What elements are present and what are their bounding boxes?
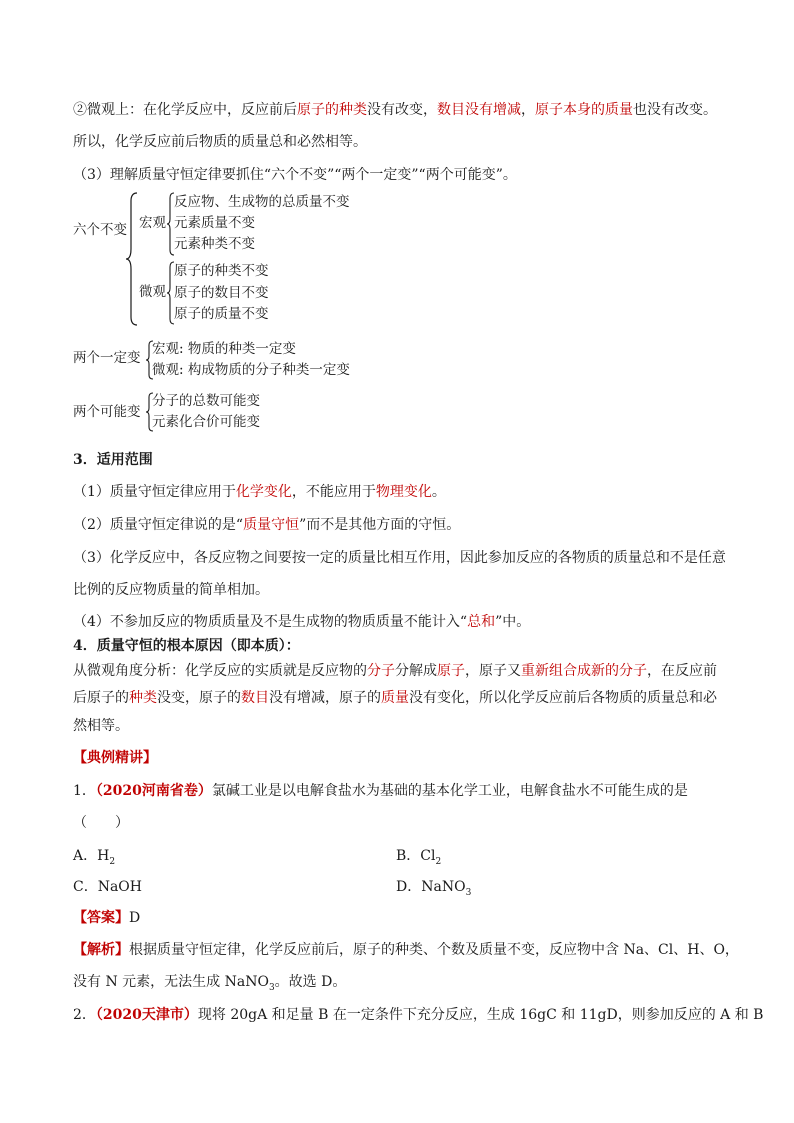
option-text: B．Cl bbox=[396, 848, 436, 864]
highlight: 种类 bbox=[129, 690, 157, 706]
text: ，在反应前 bbox=[647, 663, 717, 679]
text: 没有增减，原子的 bbox=[269, 690, 381, 706]
highlight: 原子的种类 bbox=[297, 102, 367, 118]
scope-item-2 bbox=[73, 515, 460, 535]
highlight: 质量 bbox=[381, 690, 409, 706]
subscript: 2 bbox=[109, 856, 116, 867]
macro-item-2: 元素质量不变 bbox=[174, 215, 255, 231]
text: ，不能应用于 bbox=[291, 484, 376, 500]
analysis-text: 。故选 D。 bbox=[274, 974, 347, 990]
root-heading: 4．质量守恒的根本原因（即本质）： bbox=[73, 638, 300, 654]
micro-label: 微观 bbox=[139, 284, 166, 300]
subscript: 3 bbox=[268, 982, 275, 993]
analysis-label: 【解析】 bbox=[73, 942, 129, 958]
highlight: 原子 bbox=[437, 663, 465, 679]
text: 没有改变， bbox=[367, 102, 437, 118]
text: （1）质量守恒定律应用于 bbox=[73, 484, 236, 500]
macro-item-1: 反应物、生成物的总质量不变 bbox=[174, 194, 350, 210]
text: ， bbox=[521, 102, 535, 118]
text: 。 bbox=[431, 484, 446, 500]
highlight: 总和 bbox=[467, 614, 496, 630]
question-text: 现将 20gA 和足量 B 在一定条件下充分反应，生成 16gC 和 11gD，则参加反应的 A 和 B bbox=[197, 1007, 764, 1023]
micro-item-1: 原子的种类不变 bbox=[174, 263, 269, 279]
micro-item-2: 原子的数目不变 bbox=[174, 285, 269, 301]
option-c bbox=[73, 877, 142, 897]
micro-view-line-2: 所以，化学反应前后物质的质量总和必然相等。 bbox=[73, 134, 367, 150]
answer-text: D bbox=[129, 910, 141, 926]
question-source: （2020河南省卷） bbox=[95, 783, 212, 799]
scope-item-3-line-2: 比例的反应物质量的简单相加。 bbox=[73, 582, 269, 598]
text: 从微观角度分析：化学反应的实质就是反应物的 bbox=[73, 663, 367, 679]
scope-heading: 3．适用范围 bbox=[73, 452, 153, 468]
highlight: 重新组合成新的分子 bbox=[521, 663, 647, 679]
text: （4）不参加反应的物质质量及不是生成物的物质质量不能计入“ bbox=[73, 614, 468, 630]
question-number: 2． bbox=[73, 1007, 96, 1023]
highlight: 分子 bbox=[367, 663, 395, 679]
two-possible-item-1: 分子的总数可能变 bbox=[152, 393, 260, 409]
option-b bbox=[396, 846, 441, 872]
question-number: 1． bbox=[73, 783, 96, 799]
highlight: 质量守恒 bbox=[243, 517, 300, 533]
option-text: C．NaOH bbox=[73, 879, 142, 895]
highlight: 化学变化 bbox=[235, 484, 292, 500]
two-possible-item-2: 元素化合价可能变 bbox=[152, 414, 260, 430]
text: ”而不是其他方面的守恒。 bbox=[299, 517, 461, 533]
question-2-stem bbox=[73, 1005, 763, 1025]
micro-item-3: 原子的质量不变 bbox=[174, 306, 269, 322]
two-possible-label: 两个可能变 bbox=[73, 404, 141, 420]
macro-label: 宏观 bbox=[139, 215, 166, 231]
scope-item-4 bbox=[73, 612, 530, 632]
answer bbox=[73, 908, 140, 928]
root-line-1 bbox=[73, 661, 717, 681]
scope-item-1 bbox=[73, 482, 446, 502]
point-3: （3）理解质量守恒定律要抓住“六个不变”“两个一定变”“两个可能变”。 bbox=[73, 167, 517, 183]
analysis-text: 没有 N 元素，无法生成 NaNO bbox=[73, 974, 269, 990]
text: （2）质量守恒定律说的是“ bbox=[73, 517, 244, 533]
two-certain-item-2: 微观: 构成物质的分子种类一定变 bbox=[152, 362, 350, 378]
subscript: 3 bbox=[465, 887, 472, 898]
option-text: D．NaNO bbox=[396, 879, 466, 895]
micro-view-line-1 bbox=[73, 100, 717, 120]
text: 分解成 bbox=[395, 663, 437, 679]
question-1-stem bbox=[73, 781, 688, 801]
option-d bbox=[396, 877, 471, 903]
analysis-line-2 bbox=[73, 972, 346, 998]
text: 没变，原子的 bbox=[157, 690, 241, 706]
root-line-3: 然相等。 bbox=[73, 718, 129, 734]
question-source: （2020天津市） bbox=[95, 1007, 198, 1023]
text: ”中。 bbox=[495, 614, 531, 630]
highlight: 数目没有增减 bbox=[437, 102, 521, 118]
examples-heading: 【典例精讲】 bbox=[73, 750, 157, 766]
highlight: 原子本身的质量 bbox=[535, 102, 633, 118]
text: 后原子的 bbox=[73, 690, 129, 706]
answer-label: 【答案】 bbox=[73, 910, 129, 926]
analysis-text: 根据质量守恒定律，化学反应前后，原子的种类、个数及质量不变，反应物中含 Na、Cl、H、O， bbox=[129, 942, 739, 958]
six-unchanged-label: 六个不变 bbox=[73, 222, 127, 238]
question-text: 氯碱工业是以电解食盐水为基础的基本化学工业，电解食盐水不可能生成的是 bbox=[211, 783, 688, 799]
two-certain-label: 两个一定变 bbox=[73, 350, 141, 366]
text: ②微观上：在化学反应中，反应前后 bbox=[73, 102, 297, 118]
option-a bbox=[73, 846, 115, 872]
two-certain-item-1: 宏观: 物质的种类一定变 bbox=[152, 341, 296, 357]
analysis-line-1 bbox=[73, 940, 739, 960]
highlight: 数目 bbox=[241, 690, 269, 706]
subscript: 2 bbox=[435, 856, 442, 867]
highlight: 物理变化 bbox=[375, 484, 432, 500]
root-line-2 bbox=[73, 688, 717, 708]
text: ，原子又 bbox=[465, 663, 521, 679]
scope-item-3-line-1: （3）化学反应中，各反应物之间要按一定的质量比相互作用，因此参加反应的各物质的质量总和不是任意 bbox=[73, 550, 726, 566]
brace-six bbox=[124, 191, 140, 327]
question-1-paren: （ ） bbox=[73, 815, 129, 831]
option-text: A．H bbox=[73, 848, 110, 864]
text: 没有变化，所以化学反应前后各物质的质量总和必 bbox=[409, 690, 717, 706]
text: 也没有改变。 bbox=[633, 102, 717, 118]
macro-item-3: 元素种类不变 bbox=[174, 236, 255, 252]
